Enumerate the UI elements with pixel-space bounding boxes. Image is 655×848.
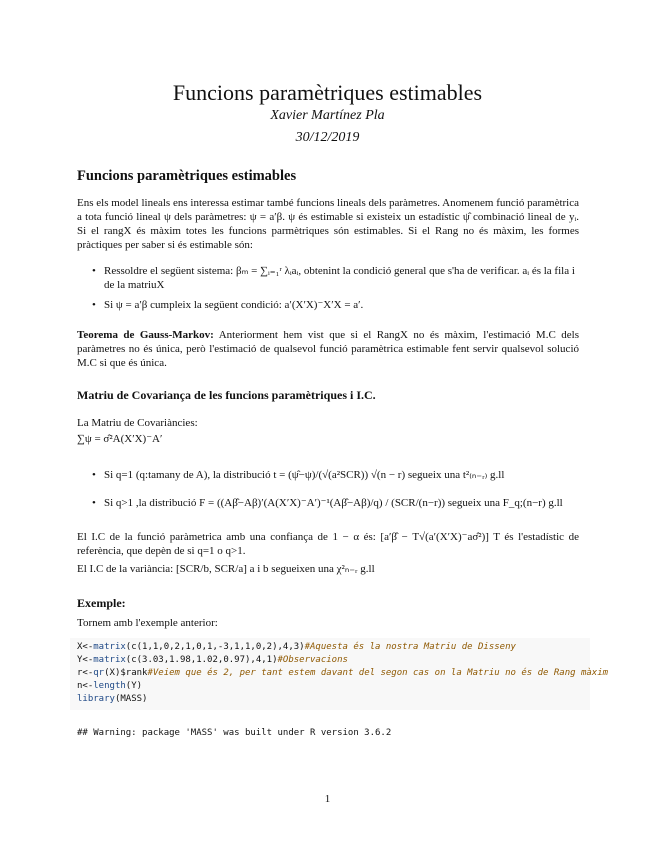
covariance-formula: ∑ψ = σ̂²A(X′X)⁻A′ (77, 433, 163, 445)
bullet-text: Si q=1 (q:tamany de A), la distribució t = (ψ̂−ψ)/(√(a²SCR)) √(n − r) segueix una t²₍ₙ₋ᵣ₎ g.ll (104, 469, 505, 481)
code-line: library(MASS) (77, 694, 148, 704)
bullet-q1 (92, 468, 579, 482)
section-heading-example: Exemple: (77, 596, 126, 610)
code-line: X<-matrix(c(1,1,0,2,1,0,1,-3,1,1,0,2),4,3)#Aquesta és la nostra Matriu de Disseny (77, 642, 516, 652)
code-line: n<-length(Y) (77, 681, 143, 691)
page-number: 1 (324, 793, 331, 805)
theorem-paragraph (77, 328, 579, 370)
bullet-condicio (92, 298, 579, 312)
variance-ic-paragraph: El I.C de la variància: [SCR/b, SCR/a] a i b segueixen una χ²ₙ₋ᵣ g.ll (77, 563, 375, 575)
bullet-q-greater (92, 496, 579, 510)
example-intro: Tornem amb l'exemple anterior: (77, 617, 218, 629)
bullet-ressoldre (92, 264, 579, 292)
bullet-text: Si ψ = a′β cumpleix la següent condició: a′(X′X)⁻X′X = a′. (104, 299, 364, 311)
intro-paragraph: Ens els model lineals ens interessa estimar també funcions lineals dels paràmetres. Anomenem funció paramètrica a tota funció lineal ψ dels paràmetres: ψ = a′β. ψ és estimable si existeix un estadístic ψ̂ combinació lineal de yᵢ. Si el rangX és màxim totes les funcions parmètriques són estimables. Si el Rang no és màxim, les formes pràctiques per saber si és estimable són: (77, 197, 579, 251)
bullet-text: Ressoldre el següent sistema: βₘ = ∑ᵢ₌₁ʳ λᵢaᵢ, obtenint la condició general que s'ha de verificar. aᵢ és la fila i de la matriuX (104, 265, 575, 291)
bullet-dot: • (92, 497, 96, 509)
bullet-dot: • (92, 299, 96, 311)
theorem-label: Teorema de Gauss-Markov: (77, 329, 214, 341)
document-author: Xavier Martínez Pla (270, 108, 385, 123)
code-output: ## Warning: package 'MASS' was built under R version 3.6.2 (77, 728, 392, 738)
section-heading-estimables: Funcions paramètriques estimables (77, 168, 297, 184)
bullet-dot: • (92, 469, 96, 481)
ic-paragraph: El I.C de la funció paràmetrica amb una confiança de 1 − α és: [a′β̂ − T√(a′(X′X)⁻aσ̂²)] T és l'estadístic de referència, que depèn de si q=1 o q>1. (77, 531, 579, 557)
document-title: Funcions paramètriques estimables (172, 80, 483, 105)
bullet-text: Si q>1 ,la distribució F = ((Aβ̂−Aβ)′(A(X′X)⁻A′)⁻¹(Aβ̂−Aβ)/q) / (SCR/(n−r)) segueix una F_q;(n−r) g.ll (104, 497, 563, 509)
section-heading-covariance: Matriu de Covariança de les funcions paramètriques i I.C. (77, 388, 376, 402)
code-line: r<-qr(X)$rank#Veiem que és 2, per tant estem davant del segon cas on la Matriu no és de Rang màxim (77, 668, 609, 678)
covariance-intro: La Matriu de Covariàncies: (77, 417, 198, 429)
bullet-dot: • (92, 265, 96, 277)
code-line: Y<-matrix(c(3.03,1.98,1.02,0.97),4,1)#Observacions (77, 655, 348, 665)
document-date: 30/12/2019 (295, 130, 360, 145)
theorem-text: Anteriorment hem vist que si el RangX no és màxim, l'estimació M.C dels paràmetres no és única, però l'estimació de qualsevol funció paramètrica estimable fent servir qualsevol solució M.C si que és única. (77, 329, 579, 369)
